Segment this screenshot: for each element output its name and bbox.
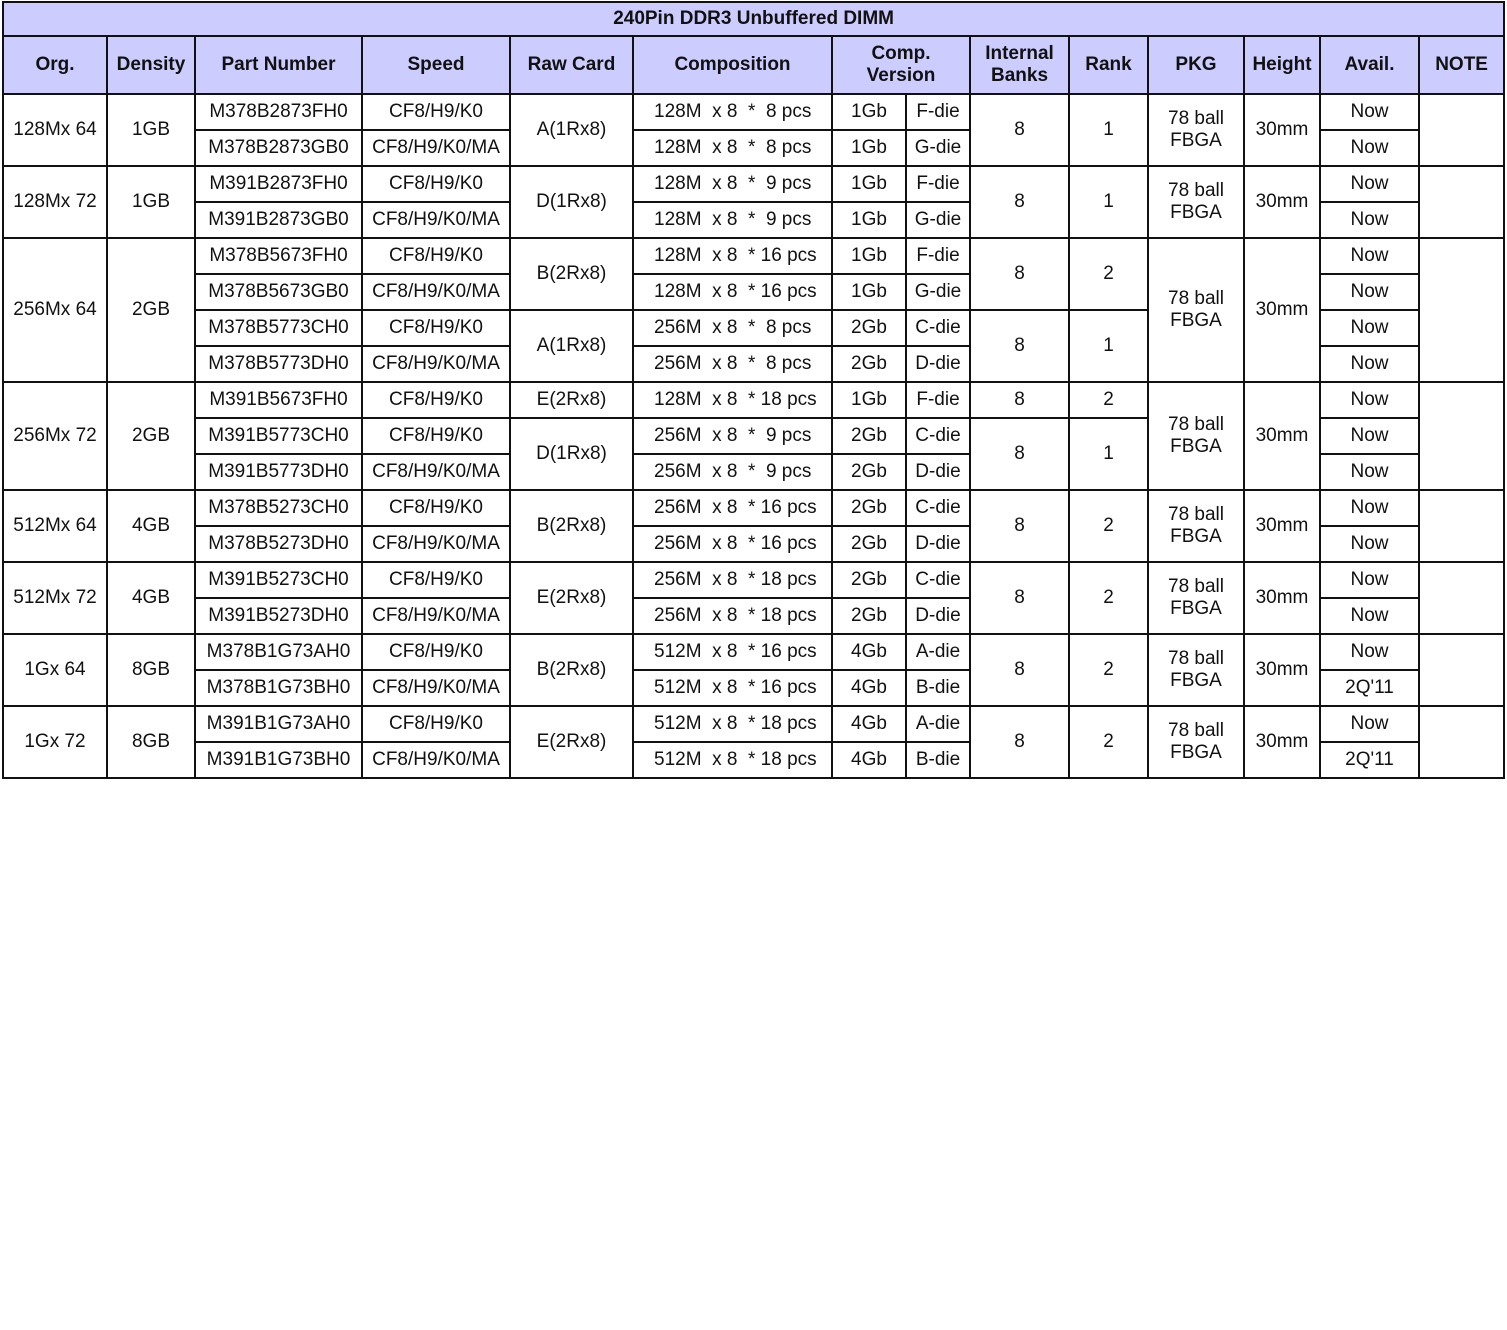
composition-cell: 256M x 8 * 18 pcs	[633, 598, 832, 634]
speed-cell: CF8/H9/K0	[362, 382, 510, 418]
pkg-cell: 78 ball FBGA	[1148, 562, 1244, 634]
org-cell: 256Mx 72	[3, 382, 107, 490]
raw-card-cell: B(2Rx8)	[510, 634, 633, 706]
avail-cell: Now	[1320, 202, 1419, 238]
header-org: Org.	[3, 36, 107, 94]
avail-cell: Now	[1320, 454, 1419, 490]
speed-cell: CF8/H9/K0	[362, 166, 510, 202]
die-version-cell: D-die	[906, 526, 970, 562]
composition-cell: 256M x 8 * 8 pcs	[633, 310, 832, 346]
comp-version-cell: 4Gb	[832, 634, 906, 670]
internal-banks-cell: 8	[970, 94, 1069, 166]
header-composition: Composition	[633, 36, 832, 94]
rank-cell: 1	[1069, 166, 1148, 238]
speed-cell: CF8/H9/K0	[362, 562, 510, 598]
height-cell: 30mm	[1244, 490, 1320, 562]
rank-cell: 2	[1069, 382, 1148, 418]
part-number-cell: M391B1G73AH0	[195, 706, 362, 742]
part-number-cell: M378B1G73BH0	[195, 670, 362, 706]
avail-cell: Now	[1320, 130, 1419, 166]
table-row	[3, 706, 1504, 742]
composition-cell: 256M x 8 * 16 pcs	[633, 490, 832, 526]
die-version-cell: C-die	[906, 310, 970, 346]
comp-version-cell: 1Gb	[832, 94, 906, 130]
internal-banks-cell: 8	[970, 490, 1069, 562]
speed-cell: CF8/H9/K0	[362, 310, 510, 346]
table-row	[3, 490, 1504, 526]
avail-cell: 2Q'11	[1320, 670, 1419, 706]
table-row	[3, 238, 1504, 274]
rank-cell: 2	[1069, 562, 1148, 634]
composition-cell: 128M x 8 * 8 pcs	[633, 94, 832, 130]
table-body	[3, 94, 1504, 778]
pkg-cell: 78 ball FBGA	[1148, 706, 1244, 778]
composition-cell: 512M x 8 * 18 pcs	[633, 742, 832, 778]
note-cell	[1419, 382, 1504, 490]
part-number-cell: M378B1G73AH0	[195, 634, 362, 670]
avail-cell: Now	[1320, 418, 1419, 454]
density-cell: 4GB	[107, 490, 195, 562]
height-cell: 30mm	[1244, 166, 1320, 238]
composition-cell: 128M x 8 * 9 pcs	[633, 202, 832, 238]
speed-cell: CF8/H9/K0	[362, 94, 510, 130]
header-pkg: PKG	[1148, 36, 1244, 94]
speed-cell: CF8/H9/K0	[362, 418, 510, 454]
die-version-cell: C-die	[906, 490, 970, 526]
composition-cell: 256M x 8 * 9 pcs	[633, 418, 832, 454]
part-number-cell: M378B5273DH0	[195, 526, 362, 562]
raw-card-cell: D(1Rx8)	[510, 166, 633, 238]
note-cell	[1419, 706, 1504, 778]
org-cell: 256Mx 64	[3, 238, 107, 382]
internal-banks-cell: 8	[970, 706, 1069, 778]
pkg-cell: 78 ball FBGA	[1148, 382, 1244, 490]
internal-banks-cell: 8	[970, 634, 1069, 706]
org-cell: 1Gx 72	[3, 706, 107, 778]
comp-version-cell: 2Gb	[832, 490, 906, 526]
header-note: NOTE	[1419, 36, 1504, 94]
composition-cell: 256M x 8 * 16 pcs	[633, 526, 832, 562]
header-rank: Rank	[1069, 36, 1148, 94]
comp-version-cell: 1Gb	[832, 238, 906, 274]
avail-cell: Now	[1320, 598, 1419, 634]
composition-cell: 256M x 8 * 18 pcs	[633, 562, 832, 598]
avail-cell: Now	[1320, 706, 1419, 742]
speed-cell: CF8/H9/K0/MA	[362, 598, 510, 634]
comp-version-cell: 2Gb	[832, 598, 906, 634]
rank-cell: 2	[1069, 706, 1148, 778]
rank-cell: 2	[1069, 634, 1148, 706]
header-speed: Speed	[362, 36, 510, 94]
comp-version-cell: 4Gb	[832, 706, 906, 742]
raw-card-cell: E(2Rx8)	[510, 382, 633, 418]
speed-cell: CF8/H9/K0	[362, 634, 510, 670]
part-number-cell: M391B1G73BH0	[195, 742, 362, 778]
raw-card-cell: A(1Rx8)	[510, 94, 633, 166]
part-number-cell: M391B5673FH0	[195, 382, 362, 418]
raw-card-cell: E(2Rx8)	[510, 706, 633, 778]
density-cell: 1GB	[107, 166, 195, 238]
org-cell: 512Mx 64	[3, 490, 107, 562]
height-cell: 30mm	[1244, 382, 1320, 490]
composition-cell: 128M x 8 * 9 pcs	[633, 166, 832, 202]
composition-cell: 512M x 8 * 16 pcs	[633, 670, 832, 706]
die-version-cell: D-die	[906, 346, 970, 382]
org-cell: 512Mx 72	[3, 562, 107, 634]
table-row	[3, 166, 1504, 202]
die-version-cell: G-die	[906, 130, 970, 166]
height-cell: 30mm	[1244, 706, 1320, 778]
speed-cell: CF8/H9/K0/MA	[362, 670, 510, 706]
avail-cell: Now	[1320, 310, 1419, 346]
internal-banks-cell: 8	[970, 166, 1069, 238]
part-number-cell: M378B5273CH0	[195, 490, 362, 526]
die-version-cell: D-die	[906, 598, 970, 634]
height-cell: 30mm	[1244, 238, 1320, 382]
comp-version-cell: 2Gb	[832, 526, 906, 562]
raw-card-cell: D(1Rx8)	[510, 418, 633, 490]
pkg-cell: 78 ball FBGA	[1148, 238, 1244, 382]
part-number-cell: M378B2873FH0	[195, 94, 362, 130]
raw-card-cell: B(2Rx8)	[510, 238, 633, 310]
avail-cell: Now	[1320, 526, 1419, 562]
density-cell: 8GB	[107, 634, 195, 706]
density-cell: 8GB	[107, 706, 195, 778]
avail-cell: Now	[1320, 346, 1419, 382]
pkg-cell: 78 ball FBGA	[1148, 166, 1244, 238]
internal-banks-cell: 8	[970, 310, 1069, 382]
internal-banks-cell: 8	[970, 238, 1069, 310]
comp-version-cell: 1Gb	[832, 202, 906, 238]
speed-cell: CF8/H9/K0/MA	[362, 454, 510, 490]
table-row	[3, 382, 1504, 418]
part-number-cell: M391B5273CH0	[195, 562, 362, 598]
avail-cell: Now	[1320, 274, 1419, 310]
note-cell	[1419, 634, 1504, 706]
comp-version-cell: 2Gb	[832, 562, 906, 598]
height-cell: 30mm	[1244, 634, 1320, 706]
die-version-cell: F-die	[906, 238, 970, 274]
height-cell: 30mm	[1244, 94, 1320, 166]
die-version-cell: D-die	[906, 454, 970, 490]
internal-banks-cell: 8	[970, 418, 1069, 490]
composition-cell: 128M x 8 * 16 pcs	[633, 274, 832, 310]
comp-version-cell: 2Gb	[832, 454, 906, 490]
comp-version-cell: 2Gb	[832, 346, 906, 382]
raw-card-cell: E(2Rx8)	[510, 562, 633, 634]
comp-version-cell: 1Gb	[832, 274, 906, 310]
speed-cell: CF8/H9/K0/MA	[362, 202, 510, 238]
pkg-cell: 78 ball FBGA	[1148, 490, 1244, 562]
pkg-cell: 78 ball FBGA	[1148, 94, 1244, 166]
avail-cell: Now	[1320, 562, 1419, 598]
composition-cell: 256M x 8 * 9 pcs	[633, 454, 832, 490]
comp-version-cell: 2Gb	[832, 418, 906, 454]
composition-cell: 512M x 8 * 16 pcs	[633, 634, 832, 670]
composition-cell: 128M x 8 * 8 pcs	[633, 130, 832, 166]
note-cell	[1419, 94, 1504, 166]
header-height: Height	[1244, 36, 1320, 94]
die-version-cell: F-die	[906, 382, 970, 418]
note-cell	[1419, 490, 1504, 562]
ddr3-dimm-table	[2, 1, 1505, 779]
rank-cell: 1	[1069, 310, 1148, 382]
pkg-cell: 78 ball FBGA	[1148, 634, 1244, 706]
avail-cell: 2Q'11	[1320, 742, 1419, 778]
org-cell: 1Gx 64	[3, 634, 107, 706]
part-number-cell: M391B5773DH0	[195, 454, 362, 490]
speed-cell: CF8/H9/K0	[362, 706, 510, 742]
rank-cell: 2	[1069, 490, 1148, 562]
org-cell: 128Mx 72	[3, 166, 107, 238]
avail-cell: Now	[1320, 382, 1419, 418]
comp-version-cell: 1Gb	[832, 130, 906, 166]
die-version-cell: F-die	[906, 94, 970, 130]
density-cell: 2GB	[107, 238, 195, 382]
comp-version-cell: 4Gb	[832, 742, 906, 778]
avail-cell: Now	[1320, 634, 1419, 670]
speed-cell: CF8/H9/K0/MA	[362, 742, 510, 778]
table-row	[3, 94, 1504, 130]
composition-cell: 128M x 8 * 16 pcs	[633, 238, 832, 274]
comp-version-cell: 4Gb	[832, 670, 906, 706]
rank-cell: 1	[1069, 94, 1148, 166]
header-avail: Avail.	[1320, 36, 1419, 94]
internal-banks-cell: 8	[970, 562, 1069, 634]
composition-cell: 128M x 8 * 18 pcs	[633, 382, 832, 418]
height-cell: 30mm	[1244, 562, 1320, 634]
table-title: 240Pin DDR3 Unbuffered DIMM	[3, 2, 1504, 36]
header-raw-card: Raw Card	[510, 36, 633, 94]
header-comp-version: Comp. Version	[832, 36, 970, 94]
speed-cell: CF8/H9/K0/MA	[362, 274, 510, 310]
rank-cell: 1	[1069, 418, 1148, 490]
comp-version-cell: 1Gb	[832, 382, 906, 418]
die-version-cell: A-die	[906, 634, 970, 670]
speed-cell: CF8/H9/K0	[362, 490, 510, 526]
avail-cell: Now	[1320, 490, 1419, 526]
rank-cell: 2	[1069, 238, 1148, 310]
part-number-cell: M391B5773CH0	[195, 418, 362, 454]
part-number-cell: M378B2873GB0	[195, 130, 362, 166]
raw-card-cell: A(1Rx8)	[510, 310, 633, 382]
header-part-number: Part Number	[195, 36, 362, 94]
comp-version-cell: 1Gb	[832, 166, 906, 202]
composition-cell: 512M x 8 * 18 pcs	[633, 706, 832, 742]
header-density: Density	[107, 36, 195, 94]
note-cell	[1419, 238, 1504, 382]
table-row	[3, 634, 1504, 670]
comp-version-cell: 2Gb	[832, 310, 906, 346]
die-version-cell: G-die	[906, 202, 970, 238]
die-version-cell: F-die	[906, 166, 970, 202]
table-row	[3, 562, 1504, 598]
avail-cell: Now	[1320, 94, 1419, 130]
part-number-cell: M378B5773DH0	[195, 346, 362, 382]
speed-cell: CF8/H9/K0/MA	[362, 130, 510, 166]
part-number-cell: M378B5673GB0	[195, 274, 362, 310]
part-number-cell: M391B2873FH0	[195, 166, 362, 202]
avail-cell: Now	[1320, 238, 1419, 274]
density-cell: 1GB	[107, 94, 195, 166]
raw-card-cell: B(2Rx8)	[510, 490, 633, 562]
die-version-cell: G-die	[906, 274, 970, 310]
composition-cell: 256M x 8 * 8 pcs	[633, 346, 832, 382]
note-cell	[1419, 562, 1504, 634]
speed-cell: CF8/H9/K0/MA	[362, 526, 510, 562]
die-version-cell: B-die	[906, 670, 970, 706]
org-cell: 128Mx 64	[3, 94, 107, 166]
note-cell	[1419, 166, 1504, 238]
density-cell: 2GB	[107, 382, 195, 490]
header-internal-banks: Internal Banks	[970, 36, 1069, 94]
avail-cell: Now	[1320, 166, 1419, 202]
density-cell: 4GB	[107, 562, 195, 634]
part-number-cell: M391B5273DH0	[195, 598, 362, 634]
part-number-cell: M378B5773CH0	[195, 310, 362, 346]
speed-cell: CF8/H9/K0	[362, 238, 510, 274]
die-version-cell: C-die	[906, 418, 970, 454]
die-version-cell: A-die	[906, 706, 970, 742]
internal-banks-cell: 8	[970, 382, 1069, 418]
speed-cell: CF8/H9/K0/MA	[362, 346, 510, 382]
die-version-cell: B-die	[906, 742, 970, 778]
part-number-cell: M391B2873GB0	[195, 202, 362, 238]
part-number-cell: M378B5673FH0	[195, 238, 362, 274]
die-version-cell: C-die	[906, 562, 970, 598]
